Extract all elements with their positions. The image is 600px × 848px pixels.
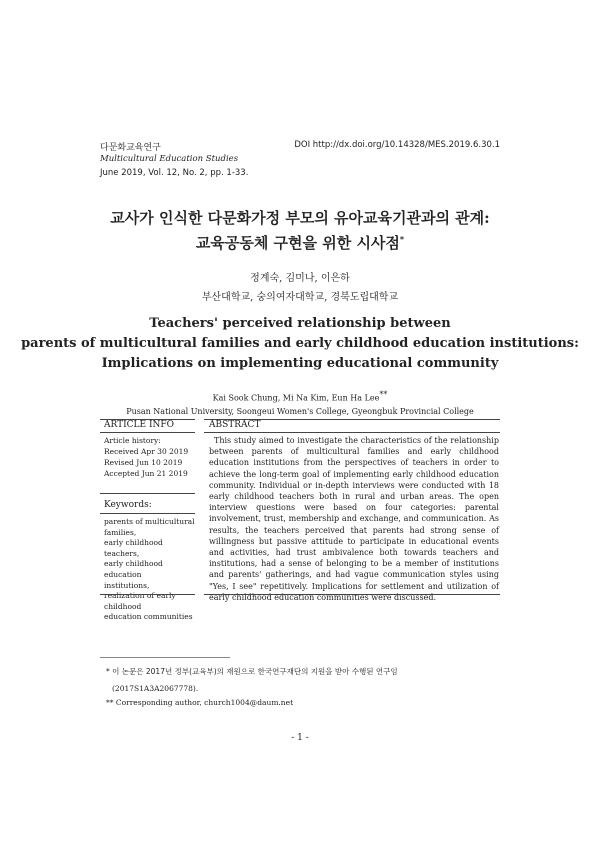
keywords-top-rule bbox=[100, 493, 195, 494]
title-korean-line1: 교사가 인식한 다문화가정 부모의 유아교육기관과의 관계: bbox=[110, 209, 490, 227]
authors-english bbox=[0, 390, 600, 403]
received-date: Received Apr 30 2019 bbox=[104, 447, 189, 456]
accepted-date: Accepted Jun 21 2019 bbox=[104, 469, 188, 478]
keywords-heading: Keywords: bbox=[104, 500, 152, 510]
revised-date: Revised Jun 10 2019 bbox=[104, 458, 183, 467]
title-footnote-mark: * bbox=[399, 234, 405, 244]
title-korean-line2 bbox=[0, 232, 600, 253]
doi-link[interactable]: DOI http://dx.doi.org/10.14328/MES.2019.6.30.1 bbox=[294, 140, 500, 150]
corresponding-author-mark: ** bbox=[379, 390, 388, 399]
affiliations-english: Pusan National University, Soongeui Women's College, Gyeongbuk Provincial College bbox=[126, 407, 474, 416]
footnote-grant-number: (2017S1A3A2067778). bbox=[112, 684, 199, 693]
abstract-heading: ABSTRACT bbox=[209, 420, 261, 430]
keyword-item: parents of multicultural bbox=[104, 517, 195, 526]
keyword-item: early childhood education bbox=[104, 559, 163, 579]
abstract-header-rule bbox=[204, 432, 500, 433]
footnote-corresponding-author: ** Corresponding author, church1004@daum.net bbox=[106, 698, 294, 707]
article-info-heading: ARTICLE INFO bbox=[104, 420, 175, 430]
abstract-bottom-rule bbox=[204, 594, 500, 595]
title-english-line1: Teachers' perceived relationship between bbox=[149, 316, 451, 331]
footnote-funding: * 이 논문은 2017년 정부(교육부)의 재원으로 한국연구재단의 지원을 받아 수행된 연구임 bbox=[106, 667, 398, 676]
keywords-list bbox=[104, 517, 200, 623]
authors-korean: 정계숙, 김미나, 이은하 bbox=[250, 273, 350, 284]
journal-name-english: Multicultural Education Studies bbox=[100, 154, 239, 164]
history-label: Article history: bbox=[104, 436, 161, 445]
article-history bbox=[104, 435, 196, 479]
title-english-line2: parents of multicultural families and early childhood education institutions: bbox=[21, 336, 579, 351]
keyword-item: realization of early childhood bbox=[104, 591, 176, 611]
keyword-item: education communities bbox=[104, 612, 193, 622]
article-info-header-rule bbox=[100, 432, 195, 433]
title-english-line3: Implications on implementing educational community bbox=[101, 356, 499, 371]
article-info-bottom-rule bbox=[100, 594, 195, 595]
keyword-item: early childhood teachers, bbox=[104, 538, 163, 558]
journal-volume: June 2019, Vol. 12, No. 2, pp. 1-33. bbox=[100, 168, 249, 178]
journal-name-korean: 다문화교육연구 bbox=[100, 143, 161, 153]
affiliations-korean: 부산대학교, 숭의여자대학교, 경북도립대학교 bbox=[201, 292, 399, 303]
keyword-item: institutions, bbox=[104, 580, 150, 590]
page-number: - 1 - bbox=[291, 733, 309, 743]
abstract-body: This study aimed to investigate the characteristics of the relationship between parents of multicultural families and early childhood education institutions from the perspectives of teachers in order to achieve the long-term goal of implementing early childhood education community. Individual or in-depth interviews were conducted with 18 early childhood teachers both in rural and urban areas. The open interview questions were based on four categories: parental involvement, trust, membership and exchange, and communication. As results, the teachers perceived that parents had strong sense of willingness but passive attitude to participate in educational events and activities, had trust ambivalence both towards teachers and institutions, had a sense of belonging to be a member of institutions and parents' gatherings, and had vague communication styles using "Yes, I see" repetitively. Implications for settlement and utilization of early childhood education communities were discussed. bbox=[209, 436, 499, 602]
authors-english-text: Kai Sook Chung, Mi Na Kim, Eun Ha Lee bbox=[212, 393, 380, 403]
keyword-item: families, bbox=[104, 527, 137, 537]
title-korean-line2-text: 교육공동체 구현을 위한 시사점 bbox=[195, 234, 400, 252]
keywords-header-rule bbox=[100, 513, 195, 514]
footnote-separator bbox=[100, 657, 230, 658]
